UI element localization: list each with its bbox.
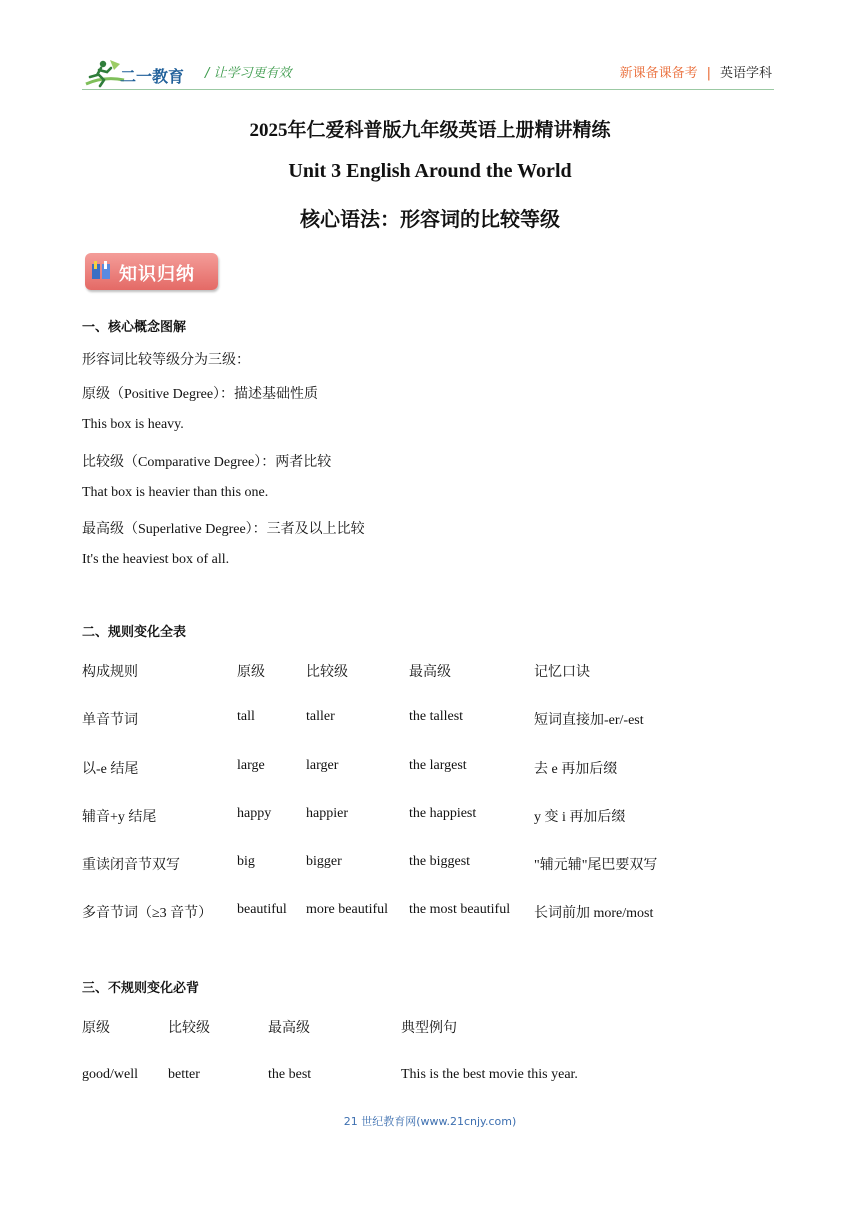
table-cell: tall (237, 709, 255, 724)
table-cell: large (237, 758, 265, 773)
table-cell: 重读闭音节双写 (82, 858, 180, 873)
column-header: 原级 (82, 1021, 110, 1036)
page-title: 2025年仁爱科普版九年级英语上册精讲精练 (249, 120, 611, 141)
header-right (620, 62, 772, 81)
column-header: 最高级 (268, 1021, 310, 1036)
badge-label: 知识归纳 (119, 264, 195, 285)
footer-text: 21 世纪教育网(www.21cnjy.com) (343, 1115, 517, 1128)
header-separator: | (706, 66, 711, 81)
table-cell: more beautiful (306, 902, 389, 917)
table-cell: beautiful (237, 902, 287, 917)
section1-line: That box is heavier than this one. (82, 485, 269, 500)
logo (84, 58, 188, 90)
column-header: 最高级 (409, 665, 451, 680)
table-cell: the happiest (409, 806, 477, 821)
column-header: 比较级 (306, 665, 348, 680)
table-cell: the best (268, 1067, 312, 1082)
slogan: / 让学习更有效 (205, 66, 292, 81)
section2-heading: 二、规则变化全表 (82, 625, 187, 640)
section1-line: This box is heavy. (82, 417, 184, 432)
table-cell: "辅元辅"尾巴要双写 (534, 858, 658, 873)
section1-heading: 一、核心概念图解 (82, 320, 187, 335)
header-subject-label: 英语学科 (719, 66, 772, 81)
table-cell: 单音节词 (82, 713, 138, 728)
table-cell: good/well (82, 1067, 138, 1082)
header-primary-label: 新课备课备考 (619, 66, 698, 81)
column-header: 典型例句 (401, 1021, 457, 1036)
table-cell: 短词直接加-er/-est (534, 713, 644, 728)
logo-text: 二一教育 (120, 67, 185, 86)
table-cell: 长词前加 more/most (534, 906, 654, 921)
table-cell: 辅音+y 结尾 (82, 810, 157, 825)
book-icon (91, 260, 111, 282)
section3-heading: 三、不规则变化必背 (82, 981, 200, 996)
table-cell: taller (306, 709, 335, 724)
section1-line: 比较级（Comparative Degree）：两者比较 (82, 455, 332, 470)
column-header: 构成规则 (82, 665, 138, 680)
grammar-title: 核心语法：形容词的比较等级 (300, 209, 560, 231)
table-cell: 去 e 再加后缀 (534, 762, 618, 777)
column-header: 记忆口诀 (534, 665, 590, 680)
table-cell: happier (306, 806, 348, 821)
table-cell: the tallest (409, 709, 464, 724)
column-header: 原级 (237, 665, 265, 680)
table-cell: y 变 i 再加后缀 (534, 810, 626, 825)
table-cell: the biggest (409, 854, 471, 869)
section1-line: 原级（Positive Degree）：描述基础性质 (82, 387, 319, 402)
table-cell: big (237, 854, 255, 869)
table-cell: happy (237, 806, 272, 821)
table-cell: This is the best movie this year. (401, 1067, 578, 1082)
header-divider (82, 89, 774, 90)
table-cell: larger (306, 758, 339, 773)
section1-line: 形容词比较等级分为三级： (82, 353, 250, 368)
section1-line: It's the heaviest box of all. (82, 552, 230, 567)
table-cell: 以-e 结尾 (82, 762, 139, 777)
table-cell: the most beautiful (409, 902, 511, 917)
table-cell: bigger (306, 854, 342, 869)
section1-line: 最高级（Superlative Degree）：三者及以上比较 (82, 522, 365, 537)
knowledge-badge (85, 253, 218, 290)
unit-title: Unit 3 English Around the World (288, 160, 572, 182)
column-header: 比较级 (168, 1021, 210, 1036)
table-cell: 多音节词（≥3 音节） (82, 906, 213, 921)
table-cell: better (168, 1067, 200, 1082)
table-cell: the largest (409, 758, 467, 773)
